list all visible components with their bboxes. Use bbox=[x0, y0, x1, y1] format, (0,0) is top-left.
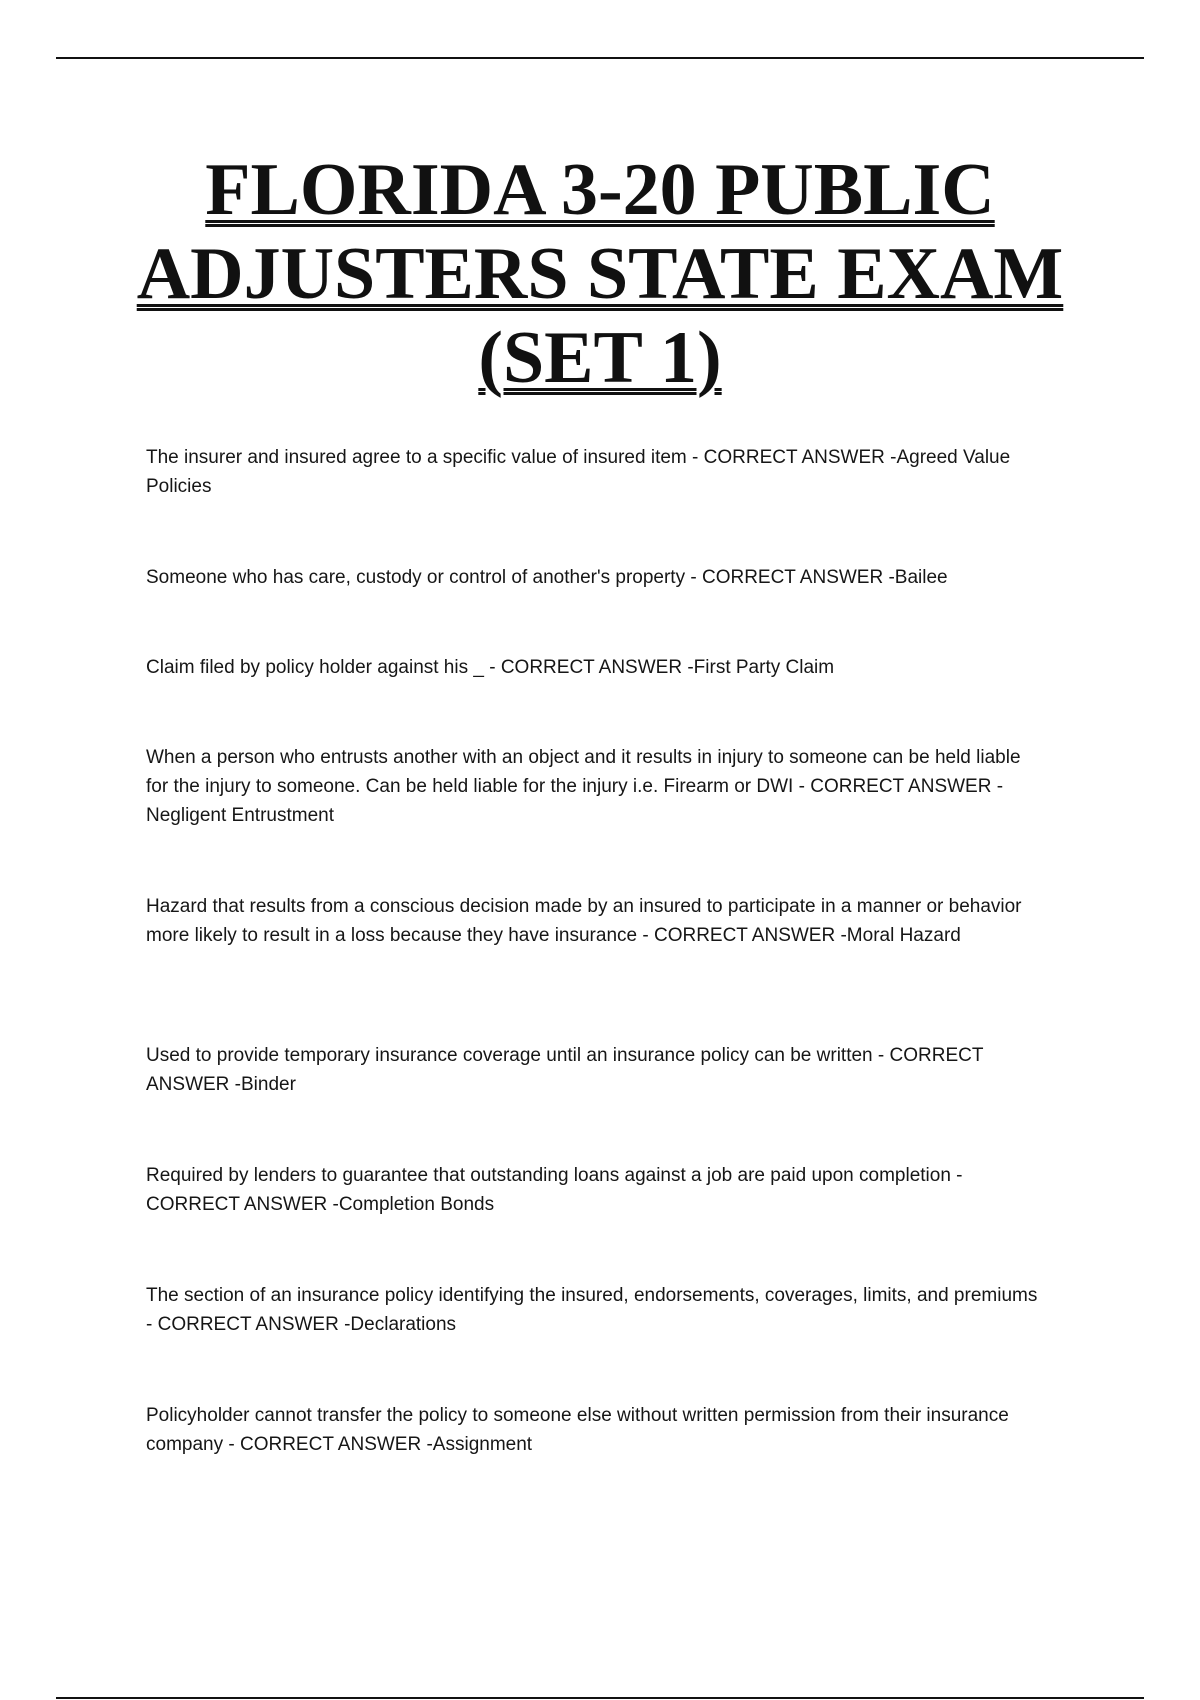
title-line-1: FLORIDA 3-20 PUBLIC bbox=[205, 149, 995, 231]
qa-item-negligent-entrustment: When a person who entrusts another with an object and it results in injury to someone can be held liable for the injury to someone. Can be held liable for the injury i.e. Firearm or DWI - CORRECT ANSWER -Negligent Entrustment bbox=[146, 747, 1021, 826]
qa-item-declarations: The section of an insurance policy identifying the insured, endorsements, coverages, limits, and premiums - CORRECT ANSWER -Declarations bbox=[146, 1285, 1038, 1335]
bottom-rule bbox=[56, 1697, 1144, 1699]
qa-item-binder: Used to provide temporary insurance coverage until an insurance policy can be written - CORRECT ANSWER -Binder bbox=[146, 1045, 984, 1095]
top-rule bbox=[56, 57, 1144, 59]
qa-item-moral-hazard: Hazard that results from a conscious decision made by an insured to participate in a manner or behavior more likely to result in a loss because they have insurance - CORRECT ANSWER -Moral Hazard bbox=[146, 896, 1022, 946]
title-line-3: (SET 1) bbox=[478, 317, 722, 399]
qa-item-completion-bonds: Required by lenders to guarantee that outstanding loans against a job are paid upon completion - CORRECT ANSWER -Completion Bonds bbox=[146, 1165, 963, 1215]
qa-item-assignment: Policyholder cannot transfer the policy to someone else without written permission from their insurance company - CORRECT ANSWER -Assignment bbox=[146, 1405, 1009, 1455]
title-line-2: ADJUSTERS STATE EXAM bbox=[136, 233, 1064, 315]
qa-item-agreed-value: The insurer and insured agree to a specific value of insured item - CORRECT ANSWER -Agreed Value Policies bbox=[146, 447, 1011, 497]
qa-item-bailee: Someone who has care, custody or control of another's property - CORRECT ANSWER -Bailee bbox=[146, 567, 948, 588]
qa-item-first-party-claim: Claim filed by policy holder against his _ - CORRECT ANSWER -First Party Claim bbox=[146, 657, 835, 678]
page-title bbox=[60, 148, 1140, 400]
